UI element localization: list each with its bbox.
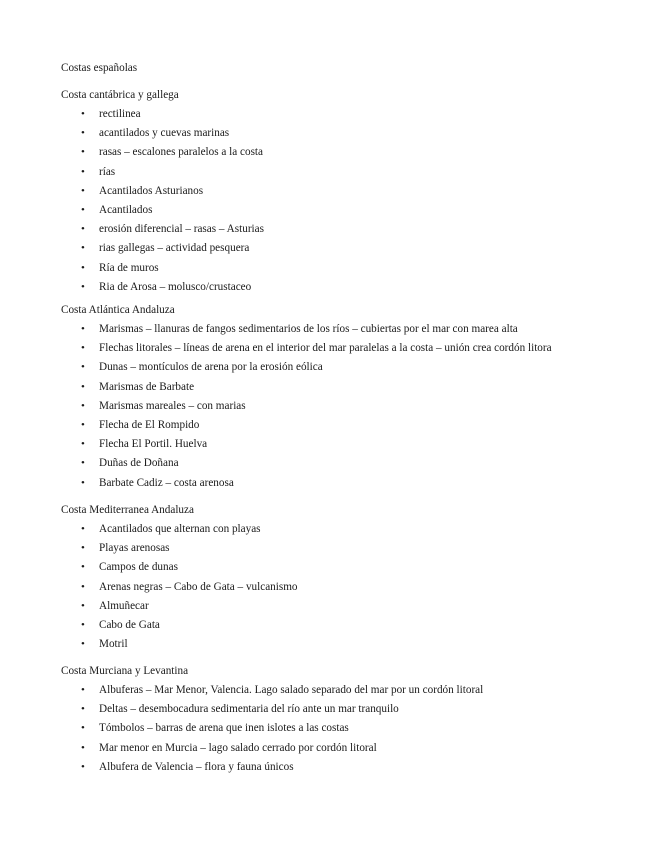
list-item: • Barbate Cadiz – costa arenosa — [61, 476, 641, 495]
list-item: • Tómbolos – barras de arena que inen islotes a las costas — [61, 721, 641, 740]
section-heading: Costa cantábrica y gallega — [61, 89, 179, 101]
list-item: • erosión diferencial – rasas – Asturias — [61, 222, 641, 241]
list-item: • Playas arenosas — [61, 541, 641, 560]
list-item: • Flecha El Portil. Huelva — [61, 437, 641, 456]
list-item: • rías — [61, 165, 641, 184]
section-costa-cantabrica — [61, 88, 641, 299]
bullet-list — [61, 683, 641, 779]
list-item: • Dunas – montículos de arena por la erosión eólica — [61, 360, 641, 379]
list-item: • Marismas – llanuras de fangos sedimentarios de los ríos – cubiertas por el mar con marea alta — [61, 322, 641, 341]
document-title: Costas españolas — [61, 62, 138, 74]
list-item: • Albufera de Valencia – flora y fauna únicos — [61, 760, 641, 779]
list-item: • rias gallegas – actividad pesquera — [61, 241, 641, 260]
list-item: • Albuferas – Mar Menor, Valencia. Lago salado separado del mar por un cordón litoral — [61, 683, 641, 702]
list-item: • Mar menor en Murcia – lago salado cerrado por cordón litoral — [61, 741, 641, 760]
list-item: • Campos de dunas — [61, 560, 641, 579]
section-costa-mediterranea — [61, 503, 641, 656]
list-item: • Marismas de Barbate — [61, 380, 641, 399]
section-heading: Costa Atlántica Andaluza — [61, 304, 175, 316]
section-heading: Costa Mediterranea Andaluza — [61, 504, 194, 516]
list-item: • Arenas negras – Cabo de Gata – vulcanismo — [61, 580, 641, 599]
list-item: • rectilinea — [61, 107, 641, 126]
section-costa-murciana — [61, 664, 641, 779]
bullet-list — [61, 107, 641, 299]
section-costa-atlantica — [61, 303, 641, 495]
list-item: • Duñas de Doñana — [61, 456, 641, 475]
list-item: • Acantilados Asturianos — [61, 184, 641, 203]
section-heading: Costa Murciana y Levantina — [61, 665, 189, 677]
list-item: • Flechas litorales – líneas de arena en el interior del mar paralelas a la costa – unión crea cordón litora — [61, 341, 641, 360]
list-item: • Deltas – desembocadura sedimentaria del río ante un mar tranquilo — [61, 702, 641, 721]
list-item: • Motril — [61, 637, 641, 656]
list-item: • Cabo de Gata — [61, 618, 641, 637]
bullet-list — [61, 522, 641, 656]
list-item: • Flecha de El Rompido — [61, 418, 641, 437]
list-item: • Almuñecar — [61, 599, 641, 618]
list-item: • Ria de Arosa – molusco/crustaceo — [61, 280, 641, 299]
list-item: • acantilados y cuevas marinas — [61, 126, 641, 145]
list-item: • Marismas mareales – con marias — [61, 399, 641, 418]
list-item: • rasas – escalones paralelos a la costa — [61, 145, 641, 164]
list-item: • Ría de muros — [61, 261, 641, 280]
bullet-list — [61, 322, 641, 495]
list-item: • Acantilados que alternan con playas — [61, 522, 641, 541]
list-item: • Acantilados — [61, 203, 641, 222]
